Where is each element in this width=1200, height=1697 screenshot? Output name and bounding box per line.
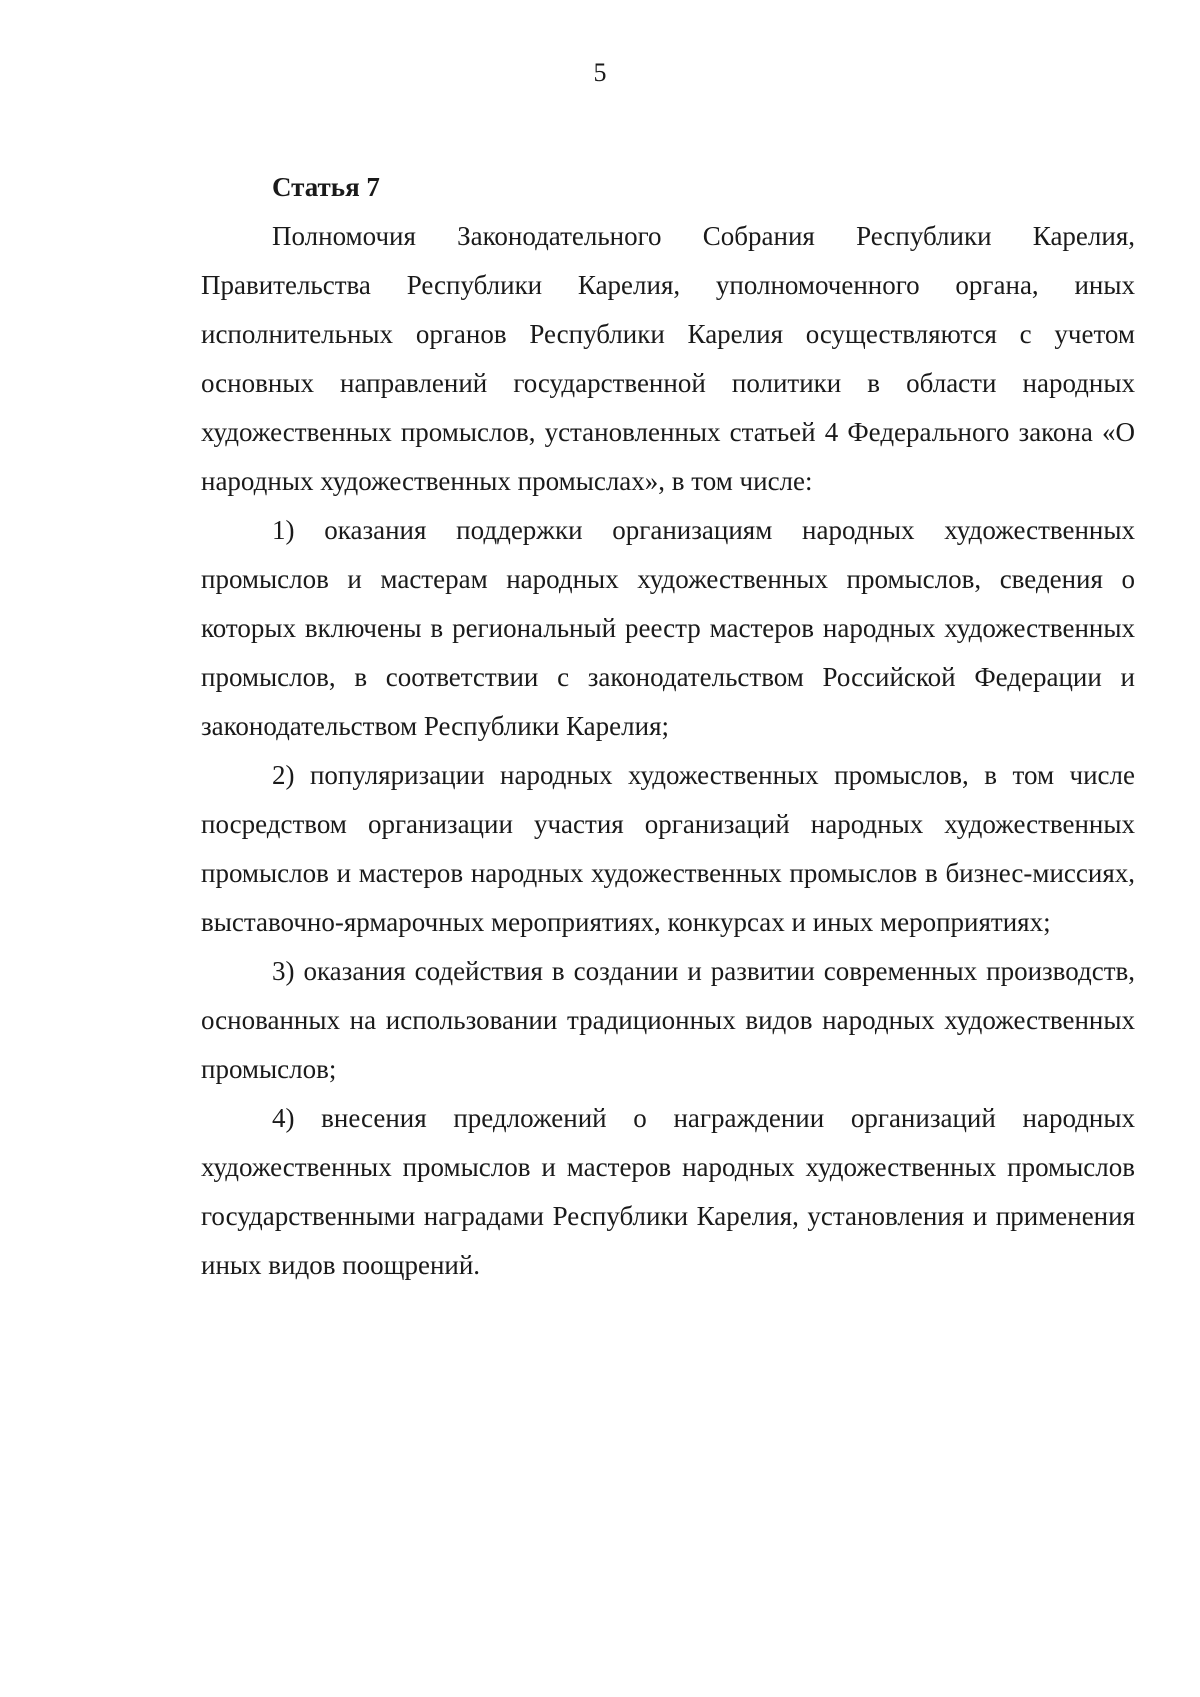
list-item-4: 4) внесения предложений о награждении организаций народных художественных промыслов и мастеров народных художественных промыслов государственными наградами Республики Карелия, установления и применения иных видов поощрений. [201,1103,1135,1280]
list-item-1: 1) оказания поддержки организациям народных художественных промыслов и мастерам народных художественных промыслов, сведения о которых включены в региональный реестр мастеров народных художественных промыслов, в соответствии с законодательством Российской Федерации и законодательством Республики Карелия; [201,515,1135,741]
page-number: 5 [593,58,607,87]
article-intro-paragraph: Полномочия Законодательного Собрания Республики Карелия, Правительства Республики Карелия, уполномоченного органа, иных исполнительных органов Республики Карелия осуществляются с учетом основных направлений государственной политики в области народных художественных промыслов, установленных статьей 4 Федерального закона «О народных художественных промыслах», в том числе: [201,221,1135,496]
article-body [201,163,1135,1290]
list-item-3: 3) оказания содействия в создании и развитии современных производств, основанных на использовании традиционных видов народных художественных промыслов; [201,956,1135,1084]
list-item-2: 2) популяризации народных художественных промыслов, в том числе посредством организации участия организаций народных художественных промыслов и мастеров народных художественных промыслов в бизнес-миссиях, выставочно-ярмарочных мероприятиях, конкурсах и иных мероприятиях; [201,760,1135,937]
article-title: Статья 7 [272,172,380,202]
